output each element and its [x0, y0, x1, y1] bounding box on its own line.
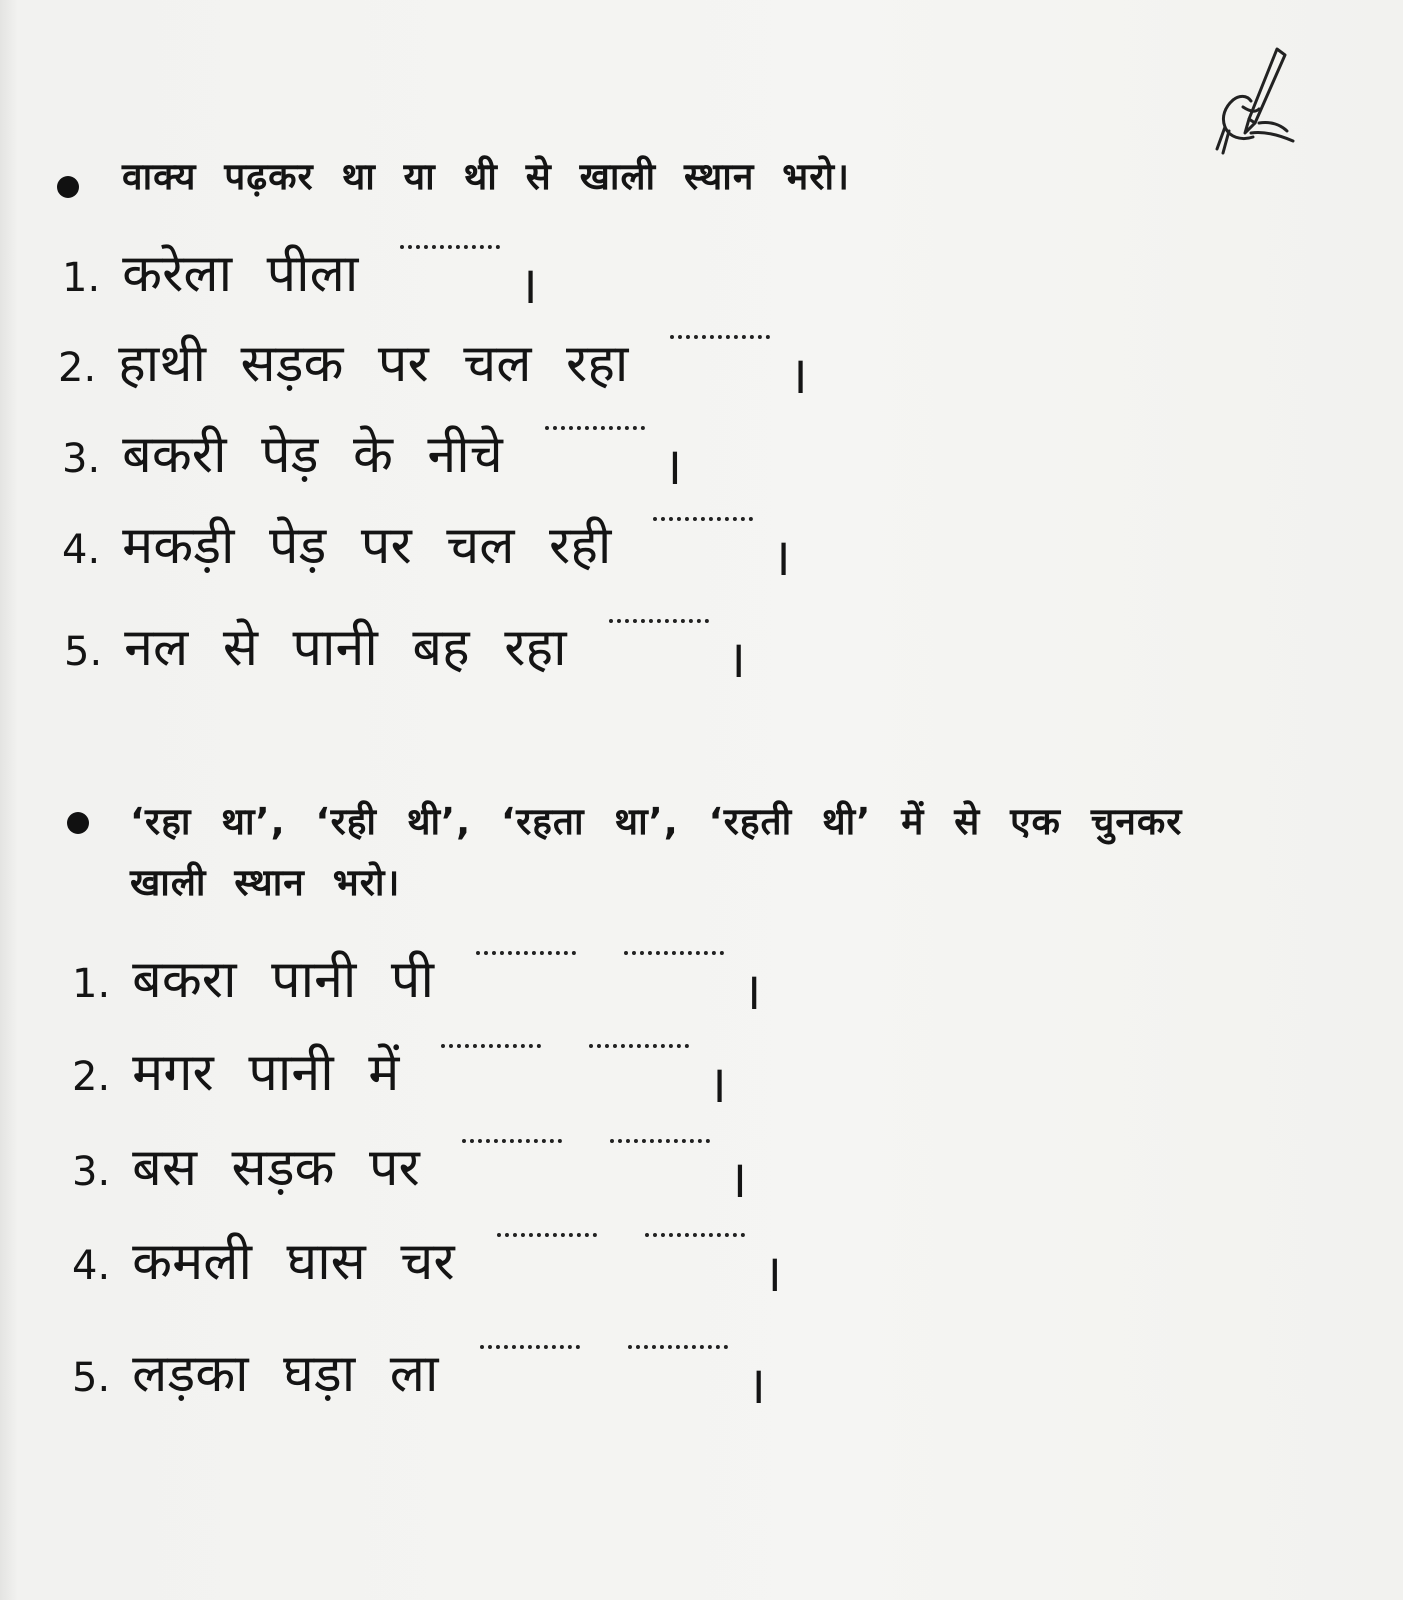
- danda: ।: [746, 1356, 767, 1416]
- danda: ।: [771, 528, 792, 588]
- danda: ।: [788, 346, 809, 406]
- hand-writing-icon: [1215, 45, 1315, 160]
- sentence: करेला पीला: [122, 244, 359, 304]
- bullet-icon: [57, 176, 79, 198]
- answer-blank-1[interactable]: [476, 951, 576, 961]
- sentence: बस सड़क पर: [132, 1138, 420, 1198]
- answer-blank-2[interactable]: [589, 1044, 689, 1054]
- answer-blank[interactable]: [609, 619, 709, 629]
- danda: ।: [518, 256, 539, 316]
- item-number: 1.: [72, 961, 111, 1007]
- list-item: [58, 334, 809, 406]
- answer-blank-2[interactable]: [628, 1345, 728, 1355]
- list-item: [62, 425, 683, 497]
- instruction-1: वाक्य पढ़कर था या थी से खाली स्थान भरो।: [122, 155, 851, 198]
- item-number: 2.: [58, 345, 97, 391]
- item-number: 2.: [72, 1054, 111, 1100]
- answer-blank-1[interactable]: [480, 1345, 580, 1355]
- list-item: [62, 244, 539, 316]
- instruction-2-line-2: खाली स्थान भरो।: [130, 861, 401, 904]
- sentence: बकरा पानी पी: [132, 950, 434, 1010]
- answer-blank-2[interactable]: [645, 1233, 745, 1243]
- item-number: 3.: [72, 1149, 111, 1195]
- list-item: [64, 618, 747, 690]
- answer-blank[interactable]: [545, 426, 645, 436]
- sentence: मकड़ी पेड़ पर चल रही: [122, 516, 612, 576]
- list-item: [72, 1344, 767, 1416]
- answer-blank[interactable]: [653, 517, 753, 527]
- answer-blank[interactable]: [670, 335, 770, 345]
- answer-blank[interactable]: [400, 245, 500, 255]
- item-number: 3.: [62, 436, 101, 482]
- instruction-2-line-1: ‘रहा था’, ‘रही थी’, ‘रहता था’, ‘रहती थी’ में से एक चुनकर: [130, 800, 1183, 843]
- list-item: [72, 1138, 748, 1210]
- item-number: 4.: [72, 1243, 111, 1289]
- item-number: 5.: [64, 629, 103, 675]
- answer-blank-2[interactable]: [624, 951, 724, 961]
- sentence: हाथी सड़क पर चल रहा: [118, 334, 629, 394]
- item-number: 1.: [62, 255, 101, 301]
- sentence: नल से पानी बह रहा: [124, 618, 567, 678]
- bullet-icon: [67, 812, 89, 834]
- sentence: बकरी पेड़ के नीचे: [122, 425, 503, 485]
- list-item: [62, 516, 792, 588]
- danda: ।: [726, 630, 747, 690]
- danda: ।: [741, 962, 762, 1022]
- list-item: [72, 1043, 728, 1115]
- danda: ।: [662, 437, 683, 497]
- sentence: कमली घास चर: [132, 1232, 455, 1292]
- danda: ।: [727, 1150, 748, 1210]
- sentence: लड़का घड़ा ला: [132, 1344, 439, 1404]
- list-item: [72, 1232, 783, 1304]
- danda: ।: [762, 1244, 783, 1304]
- answer-blank-1[interactable]: [497, 1233, 597, 1243]
- item-number: 4.: [62, 527, 101, 573]
- answer-blank-1[interactable]: [462, 1139, 562, 1149]
- list-item: [72, 950, 762, 1022]
- sentence: मगर पानी में: [132, 1043, 400, 1103]
- answer-blank-2[interactable]: [610, 1139, 710, 1149]
- danda: ।: [707, 1055, 728, 1115]
- answer-blank-1[interactable]: [441, 1044, 541, 1054]
- item-number: 5.: [72, 1355, 111, 1401]
